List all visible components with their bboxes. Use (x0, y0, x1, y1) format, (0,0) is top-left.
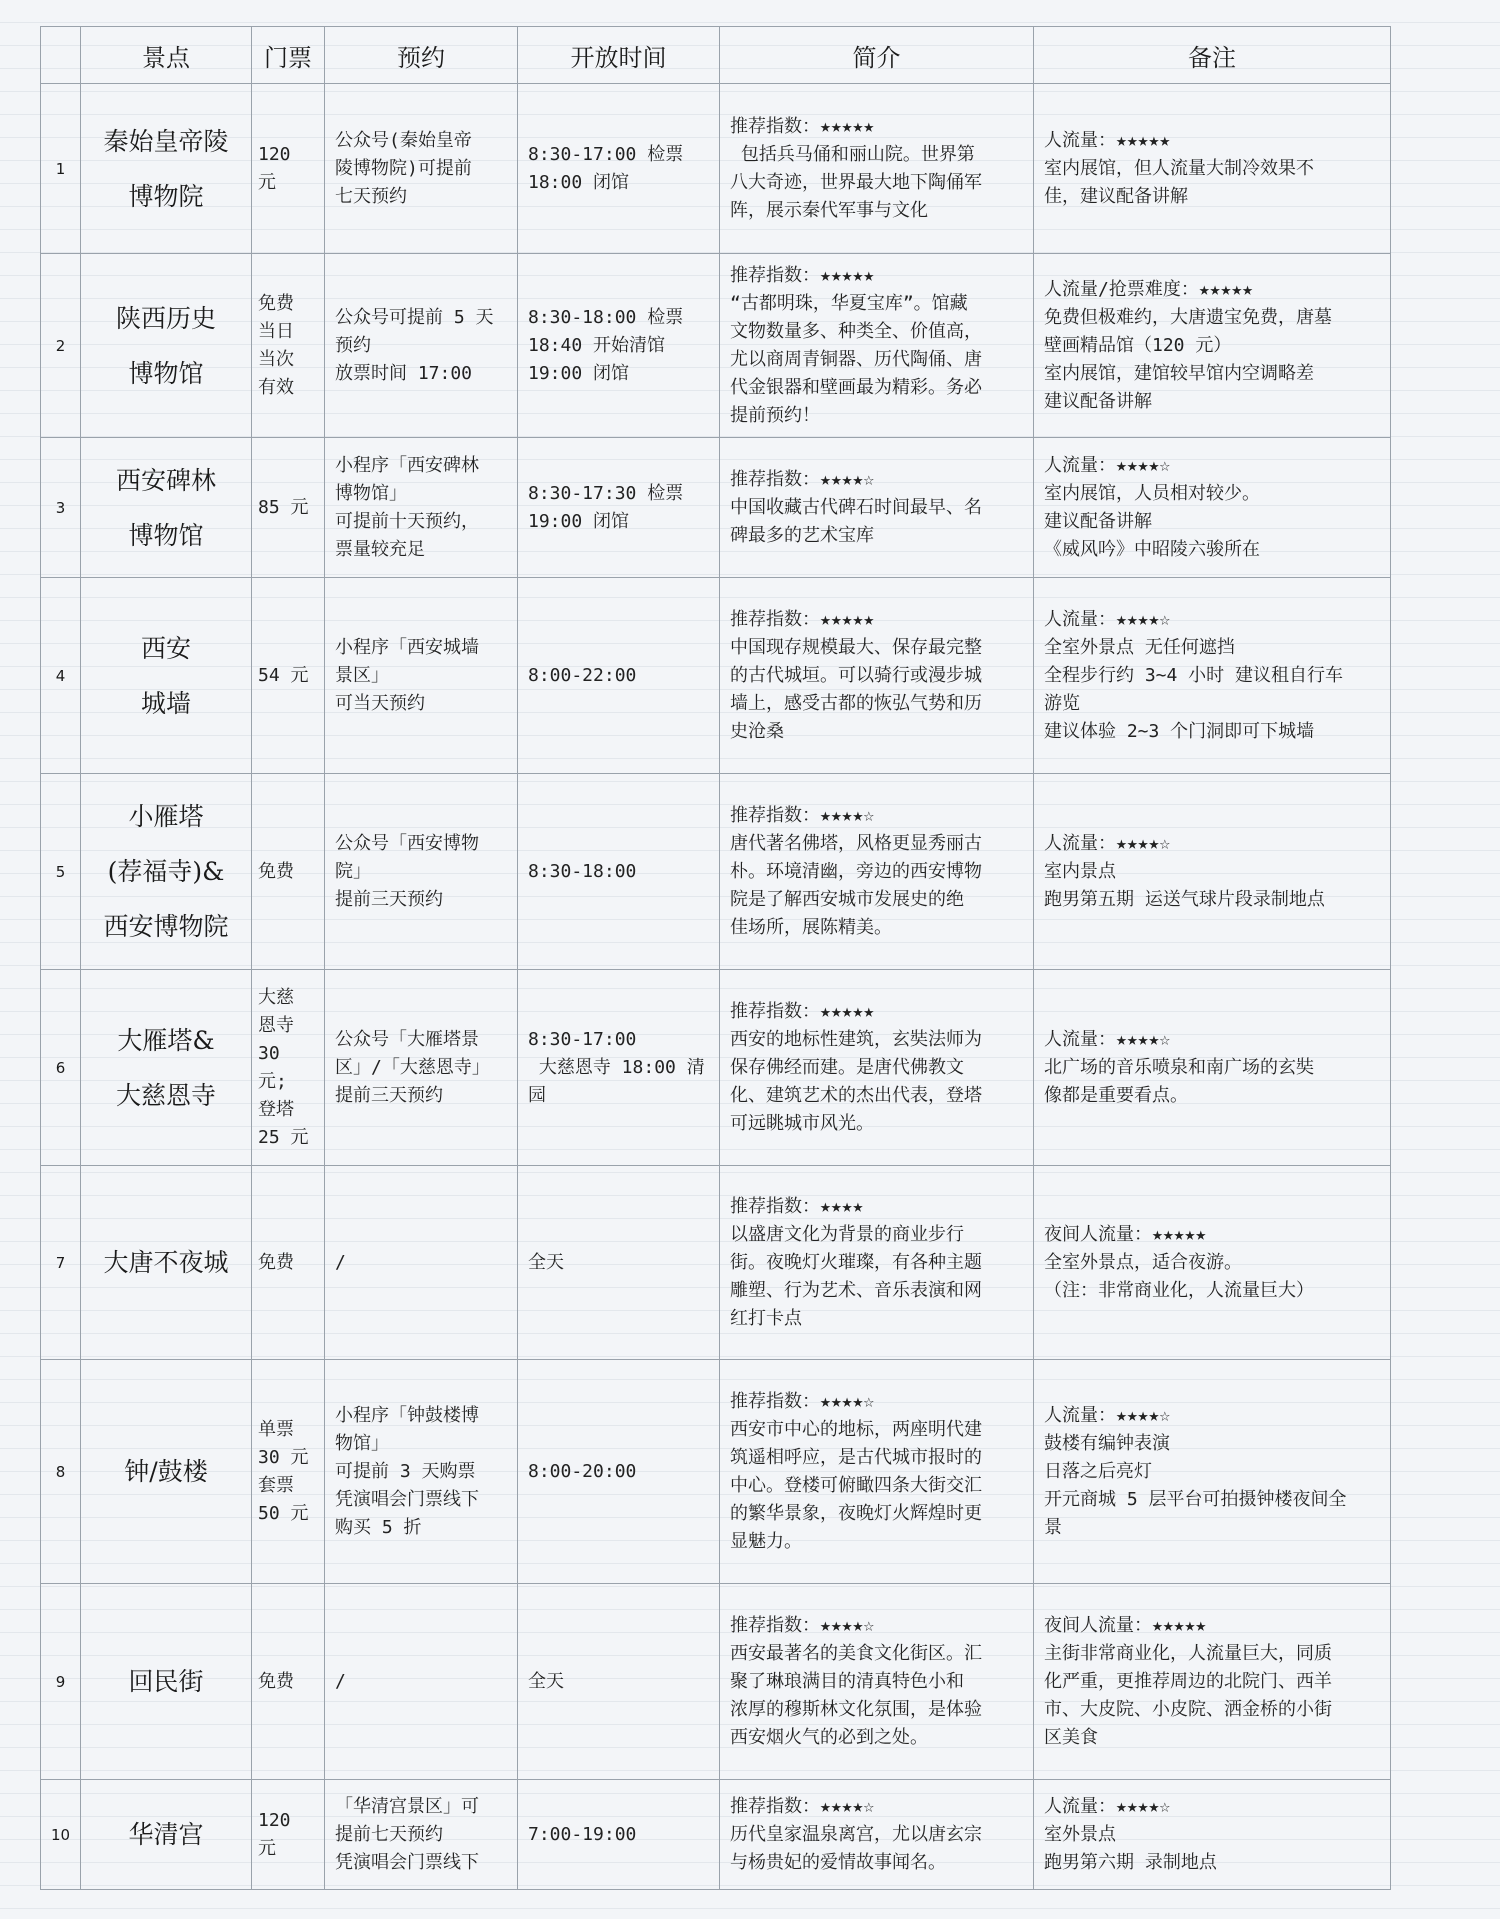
attraction-name-line: 陕西历史 (115, 303, 216, 333)
introduction-cell (720, 1166, 1034, 1360)
attractions-table (40, 26, 1391, 1890)
notes-cell (1034, 970, 1391, 1166)
notes-line: 人流量：★★★★☆ (1044, 608, 1171, 630)
row-index-cell: 1 (41, 84, 81, 254)
notes-line: 免费但极难约，大唐遗宝免费，唐墓 (1044, 306, 1332, 328)
introduction-line: 与杨贵妃的爱情故事闻名。 (730, 1851, 946, 1873)
booking-info-line: 提前三天预约 (335, 888, 443, 910)
opening-hours-cell (518, 438, 720, 578)
ticket-price-cell (252, 578, 325, 774)
header-hours: 开放时间 (518, 27, 720, 84)
notes-cell (1034, 1780, 1391, 1890)
notes-cell (1034, 578, 1391, 774)
opening-hours-line: 8:30-17:00 检票 (528, 143, 684, 165)
table-row (41, 1166, 1391, 1360)
header-attraction: 景点 (81, 27, 252, 84)
booking-info-line: 凭演唱会门票线下 (335, 1851, 479, 1873)
booking-info-line: 提前七天预约 (335, 1823, 443, 1845)
notes-line: 室外景点 (1044, 1823, 1116, 1845)
introduction-cell (720, 84, 1034, 254)
opening-hours-cell (518, 1166, 720, 1360)
table-row (41, 254, 1391, 438)
introduction-line: 推荐指数：★★★★☆ (730, 468, 875, 490)
introduction-cell (720, 1360, 1034, 1584)
booking-info-line: / (335, 1670, 346, 1692)
ticket-price-cell (252, 774, 325, 970)
attraction-name-cell (81, 1584, 252, 1780)
header-intro: 简介 (720, 27, 1034, 84)
booking-info-line: 放票时间 17:00 (335, 362, 473, 384)
ticket-price-cell (252, 254, 325, 438)
attraction-name-cell (81, 84, 252, 254)
table-row (41, 438, 1391, 578)
notes-line: 人流量：★★★★☆ (1044, 454, 1171, 476)
notes-line: 开元商城 5 层平台可拍摄钟楼夜间全 (1044, 1488, 1347, 1510)
ticket-price-line: 85 元 (258, 496, 309, 518)
ticket-price-line: 当次 (258, 348, 294, 370)
opening-hours-line: 8:30-18:00 (528, 860, 637, 882)
notes-line: （注：非常商业化，人流量巨大） (1044, 1279, 1314, 1301)
header-ticket: 门票 (252, 27, 325, 84)
ticket-price-line: 有效 (258, 376, 294, 398)
opening-hours-line: 19:00 闭馆 (528, 362, 630, 384)
booking-info-cell (325, 84, 518, 254)
introduction-cell (720, 578, 1034, 774)
booking-info-line: 公众号「西安博物 (335, 832, 479, 854)
introduction-line: 中国收藏古代碑石时间最早、名 (730, 496, 982, 518)
notes-line: 人流量：★★★★☆ (1044, 832, 1171, 854)
opening-hours-line: 8:00-20:00 (528, 1460, 637, 1482)
ticket-price-cell (252, 1360, 325, 1584)
booking-info-cell (325, 1360, 518, 1584)
notes-line: 像都是重要看点。 (1044, 1084, 1188, 1106)
table-row (41, 1360, 1391, 1584)
booking-info-line: 小程序「西安城墙 (335, 636, 479, 658)
notes-line: 鼓楼有编钟表演 (1044, 1432, 1170, 1454)
introduction-line: 朴。环境清幽，旁边的西安博物 (730, 860, 982, 882)
notes-line: 室内展馆，人员相对较少。 (1044, 482, 1260, 504)
introduction-line: 推荐指数：★★★★★ (730, 115, 875, 137)
introduction-line: 尤以商周青铜器、历代陶俑、唐 (730, 348, 982, 370)
attraction-name-cell (81, 1360, 252, 1584)
attractions-sheet (40, 26, 1390, 1890)
attraction-name-line: 西安博物院 (103, 912, 229, 941)
attraction-name-cell (81, 970, 252, 1166)
introduction-line: 包括兵马俑和丽山院。世界第 (730, 143, 975, 165)
booking-info-line: 物馆」 (335, 1432, 389, 1454)
introduction-cell (720, 1780, 1034, 1890)
attraction-name-line: 回民街 (128, 1667, 204, 1696)
ticket-price-line: 恩寺 (258, 1014, 294, 1036)
booking-info-line: 可提前 3 天购票 (335, 1460, 476, 1482)
notes-line: 建议配备讲解 (1044, 390, 1152, 412)
opening-hours-cell (518, 1360, 720, 1584)
table-row (41, 578, 1391, 774)
introduction-cell (720, 438, 1034, 578)
attraction-name-cell (81, 438, 252, 578)
opening-hours-line: 园 (528, 1084, 546, 1106)
row-index-cell: 9 (41, 1584, 81, 1780)
introduction-line: 街。夜晚灯火璀璨，有各种主题 (730, 1251, 982, 1273)
notes-cell (1034, 1166, 1391, 1360)
notes-line: 建议体验 2~3 个门洞即可下城墙 (1044, 720, 1315, 742)
notes-line: 《威风吟》中昭陵六骏所在 (1044, 538, 1260, 560)
ticket-price-line: 30 (258, 1042, 280, 1064)
attraction-name-line: 大慈恩寺 (115, 1080, 216, 1110)
introduction-line: 八大奇迹，世界最大地下陶俑军 (730, 171, 982, 193)
attraction-name-line: 秦始皇帝陵 (103, 126, 229, 156)
booking-info-line: 「华清宫景区」可 (335, 1795, 479, 1817)
booking-info-line: 公众号可提前 5 天 (335, 306, 494, 328)
introduction-line: 西安市中心的地标，两座明代建 (730, 1418, 982, 1440)
ticket-price-line: 免费 (258, 860, 294, 882)
opening-hours-line: 大慈恩寺 18:00 清 (528, 1056, 705, 1078)
introduction-line: 西安的地标性建筑，玄奘法师为 (730, 1028, 982, 1050)
table-row (41, 1584, 1391, 1780)
notes-cell (1034, 438, 1391, 578)
notes-cell (1034, 774, 1391, 970)
introduction-line: 历代皇家温泉离宫，尤以唐玄宗 (730, 1823, 982, 1845)
notes-line: 化严重，更推荐周边的北院门、西羊 (1044, 1670, 1332, 1692)
notes-line: 跑男第五期 运送气球片段录制地点 (1044, 888, 1325, 910)
booking-info-line: 博物馆」 (335, 482, 407, 504)
row-index-cell: 4 (41, 578, 81, 774)
attraction-name-line: 博物馆 (128, 358, 204, 388)
ticket-price-line: 大慈 (258, 986, 294, 1008)
ticket-price-line: 元; (258, 1070, 287, 1092)
notes-line: 佳，建议配备讲解 (1044, 185, 1188, 207)
introduction-line: 中国现存规模最大、保存最完整 (730, 636, 982, 658)
ticket-price-line: 120 (258, 143, 291, 165)
introduction-line: 的古代城垣。可以骑行或漫步城 (730, 664, 982, 686)
notes-line: 夜间人流量：★★★★★ (1044, 1223, 1207, 1245)
attraction-name-cell (81, 254, 252, 438)
row-index-cell: 2 (41, 254, 81, 438)
introduction-line: 唐代著名佛塔，风格更显秀丽古 (730, 832, 982, 854)
ticket-price-line: 免费 (258, 1251, 294, 1273)
ticket-price-cell (252, 1584, 325, 1780)
ticket-price-line: 54 元 (258, 664, 309, 686)
header-row (41, 27, 1391, 84)
attraction-name-line: 大唐不夜城 (103, 1248, 229, 1277)
introduction-line: 化、建筑艺术的杰出代表，登塔 (730, 1084, 982, 1106)
attraction-name-cell (81, 1166, 252, 1360)
attraction-name-line: 华清宫 (128, 1820, 204, 1849)
ticket-price-cell (252, 1166, 325, 1360)
table-row (41, 1780, 1391, 1890)
booking-info-cell (325, 578, 518, 774)
header-booking: 预约 (325, 27, 518, 84)
introduction-line: 推荐指数：★★★★★ (730, 1000, 875, 1022)
introduction-line: 西安烟火气的必到之处。 (730, 1726, 928, 1748)
introduction-line: 推荐指数：★★★★★ (730, 608, 875, 630)
introduction-line: 浓厚的穆斯林文化氛围，是体验 (730, 1698, 982, 1720)
booking-info-line: 预约 (335, 334, 371, 356)
booking-info-line: 小程序「钟鼓楼博 (335, 1404, 479, 1426)
introduction-line: 保存佛经而建。是唐代佛教文 (730, 1056, 964, 1078)
notes-cell (1034, 254, 1391, 438)
ticket-price-cell (252, 438, 325, 578)
introduction-line: 推荐指数：★★★★☆ (730, 1614, 875, 1636)
booking-info-line: 陵博物院)可提前 (335, 157, 472, 179)
header-notes: 备注 (1034, 27, 1391, 84)
introduction-line: 推荐指数：★★★★☆ (730, 1390, 875, 1412)
row-index-cell: 6 (41, 970, 81, 1166)
opening-hours-line: 8:30-17:30 检票 (528, 482, 684, 504)
ticket-price-line: 30 元 (258, 1446, 309, 1468)
notes-line: 壁画精品馆（120 元） (1044, 334, 1232, 356)
notes-line: 室内展馆，建馆较早馆内空调略差 (1044, 362, 1314, 384)
opening-hours-line: 19:00 闭馆 (528, 510, 630, 532)
attraction-name-line: 博物院 (128, 181, 204, 211)
notes-line: 市、大皮院、小皮院、洒金桥的小街 (1044, 1698, 1332, 1720)
opening-hours-cell (518, 774, 720, 970)
booking-info-line: 院」 (335, 860, 371, 882)
introduction-line: 史沧桑 (730, 720, 784, 742)
introduction-line: 红打卡点 (730, 1307, 802, 1329)
ticket-price-line: 50 元 (258, 1502, 309, 1524)
introduction-line: 推荐指数：★★★★☆ (730, 1795, 875, 1817)
opening-hours-cell (518, 84, 720, 254)
notes-line: 全程步行约 3~4 小时 建议租自行车 (1044, 664, 1344, 686)
opening-hours-cell (518, 578, 720, 774)
notes-line: 景 (1044, 1516, 1062, 1538)
introduction-line: 阵，展示秦代军事与文化 (730, 199, 928, 221)
ticket-price-line: 当日 (258, 320, 294, 342)
notes-line: 室内景点 (1044, 860, 1116, 882)
notes-line: 室内展馆，但人流量大制冷效果不 (1044, 157, 1314, 179)
row-index-cell: 8 (41, 1360, 81, 1584)
introduction-line: 院是了解西安城市发展史的绝 (730, 888, 964, 910)
attraction-name-line: 博物馆 (128, 520, 204, 550)
introduction-line: 推荐指数：★★★★★ (730, 264, 875, 286)
opening-hours-line: 全天 (528, 1251, 564, 1273)
ticket-price-cell (252, 84, 325, 254)
introduction-line: 佳场所，展陈精美。 (730, 916, 892, 938)
row-index-cell: 3 (41, 438, 81, 578)
notes-line: 人流量：★★★★☆ (1044, 1795, 1171, 1817)
booking-info-cell (325, 970, 518, 1166)
booking-info-line: 可提前十天预约， (335, 510, 479, 532)
opening-hours-line: 8:00-22:00 (528, 664, 637, 686)
notes-cell (1034, 84, 1391, 254)
notes-line: 北广场的音乐喷泉和南广场的玄奘 (1044, 1056, 1314, 1078)
opening-hours-line: 7:00-19:00 (528, 1823, 637, 1845)
row-index-cell: 7 (41, 1166, 81, 1360)
booking-info-line: 购买 5 折 (335, 1516, 422, 1538)
introduction-line: 雕塑、行为艺术、音乐表演和网 (730, 1279, 982, 1301)
booking-info-cell (325, 1584, 518, 1780)
booking-info-line: 小程序「西安碑林 (335, 454, 479, 476)
table-row (41, 84, 1391, 254)
ticket-price-line: 元 (258, 1837, 276, 1859)
notes-cell (1034, 1584, 1391, 1780)
booking-info-line: 提前三天预约 (335, 1084, 443, 1106)
booking-info-cell (325, 1780, 518, 1890)
notes-line: 全室外景点 无任何遮挡 (1044, 636, 1235, 658)
table-row (41, 774, 1391, 970)
introduction-line: 推荐指数：★★★★ (730, 1195, 864, 1217)
introduction-line: 代金银器和壁画最为精彩。务必 (730, 376, 982, 398)
booking-info-line: 票量较充足 (335, 538, 425, 560)
booking-info-line: 凭演唱会门票线下 (335, 1488, 479, 1510)
opening-hours-line: 8:30-17:00 (528, 1028, 637, 1050)
booking-info-cell (325, 254, 518, 438)
opening-hours-line: 8:30-18:00 检票 (528, 306, 684, 328)
notes-line: 主街非常商业化，人流量巨大，同质 (1044, 1642, 1332, 1664)
notes-line: 日落之后亮灯 (1044, 1460, 1152, 1482)
introduction-line: 碑最多的艺术宝库 (730, 524, 874, 546)
notes-line: 全室外景点，适合夜游。 (1044, 1251, 1242, 1273)
opening-hours-cell (518, 1584, 720, 1780)
notes-line: 跑男第六期 录制地点 (1044, 1851, 1217, 1873)
introduction-cell (720, 970, 1034, 1166)
ticket-price-cell (252, 1780, 325, 1890)
attraction-name-cell (81, 1780, 252, 1890)
opening-hours-line: 18:40 开始清馆 (528, 334, 666, 356)
header-index (41, 27, 81, 84)
introduction-line: 的繁华景象，夜晚灯火辉煌时更 (730, 1502, 982, 1524)
booking-info-line: / (335, 1251, 346, 1273)
attraction-name-line: 大雁塔& (117, 1025, 215, 1055)
introduction-cell (720, 254, 1034, 438)
booking-info-line: 公众号「大雁塔景 (335, 1028, 479, 1050)
introduction-line: 显魅力。 (730, 1530, 802, 1552)
row-index-cell: 10 (41, 1780, 81, 1890)
attraction-name-line: 西安 (140, 633, 191, 663)
booking-info-line: 区」/「大慈恩寺」 (335, 1056, 490, 1078)
ticket-price-line: 套票 (258, 1474, 294, 1496)
notes-line: 人流量：★★★★☆ (1044, 1028, 1171, 1050)
introduction-cell (720, 774, 1034, 970)
introduction-line: 聚了琳琅满目的清真特色小和 (730, 1670, 964, 1692)
introduction-line: 推荐指数：★★★★☆ (730, 804, 875, 826)
ticket-price-line: 120 (258, 1809, 291, 1831)
notes-line: 夜间人流量：★★★★★ (1044, 1614, 1207, 1636)
notes-cell (1034, 1360, 1391, 1584)
row-index-cell: 5 (41, 774, 81, 970)
ticket-price-line: 单票 (258, 1418, 294, 1440)
notes-line: 建议配备讲解 (1044, 510, 1152, 532)
introduction-cell (720, 1584, 1034, 1780)
opening-hours-cell (518, 254, 720, 438)
attraction-name-line: 西安碑林 (115, 465, 216, 495)
notes-line: 区美食 (1044, 1726, 1098, 1748)
attraction-name-line: 城墙 (140, 688, 191, 718)
opening-hours-cell (518, 970, 720, 1166)
introduction-line: 可远眺城市风光。 (730, 1112, 874, 1134)
attraction-name-cell (81, 774, 252, 970)
introduction-line: 西安最著名的美食文化街区。汇 (730, 1642, 982, 1664)
booking-info-cell (325, 438, 518, 578)
booking-info-cell (325, 1166, 518, 1360)
opening-hours-cell (518, 1780, 720, 1890)
ticket-price-line: 25 元 (258, 1126, 309, 1148)
introduction-line: “古都明珠，华夏宝库”。馆藏 (730, 292, 968, 314)
booking-info-line: 七天预约 (335, 185, 407, 207)
notes-line: 人流量：★★★★☆ (1044, 1404, 1171, 1426)
booking-info-line: 景区」 (335, 664, 389, 686)
introduction-line: 中心。登楼可俯瞰四条大街交汇 (730, 1474, 982, 1496)
introduction-line: 筑遥相呼应，是古代城市报时的 (730, 1446, 982, 1468)
notes-line: 游览 (1044, 692, 1080, 714)
notes-line: 人流量/抢票难度：★★★★★ (1044, 278, 1254, 300)
opening-hours-line: 18:00 闭馆 (528, 171, 630, 193)
booking-info-cell (325, 774, 518, 970)
introduction-line: 墙上，感受古都的恢弘气势和历 (730, 692, 982, 714)
attraction-name-line: 小雁塔 (128, 802, 204, 831)
opening-hours-line: 全天 (528, 1670, 564, 1692)
attraction-name-line: 钟/鼓楼 (124, 1457, 208, 1486)
introduction-line: 提前预约！ (730, 404, 820, 426)
ticket-price-line: 元 (258, 171, 276, 193)
attraction-name-cell (81, 578, 252, 774)
notes-line: 人流量：★★★★★ (1044, 129, 1171, 151)
table-row (41, 970, 1391, 1166)
ticket-price-cell (252, 970, 325, 1166)
introduction-line: 文物数量多、种类全、价值高， (730, 320, 982, 342)
booking-info-line: 可当天预约 (335, 692, 425, 714)
introduction-line: 以盛唐文化为背景的商业步行 (730, 1223, 964, 1245)
booking-info-line: 公众号(秦始皇帝 (335, 129, 472, 151)
ticket-price-line: 登塔 (258, 1098, 294, 1120)
ticket-price-line: 免费 (258, 1670, 294, 1692)
ticket-price-line: 免费 (258, 292, 294, 314)
attraction-name-line: (荐福寺)& (107, 857, 225, 886)
